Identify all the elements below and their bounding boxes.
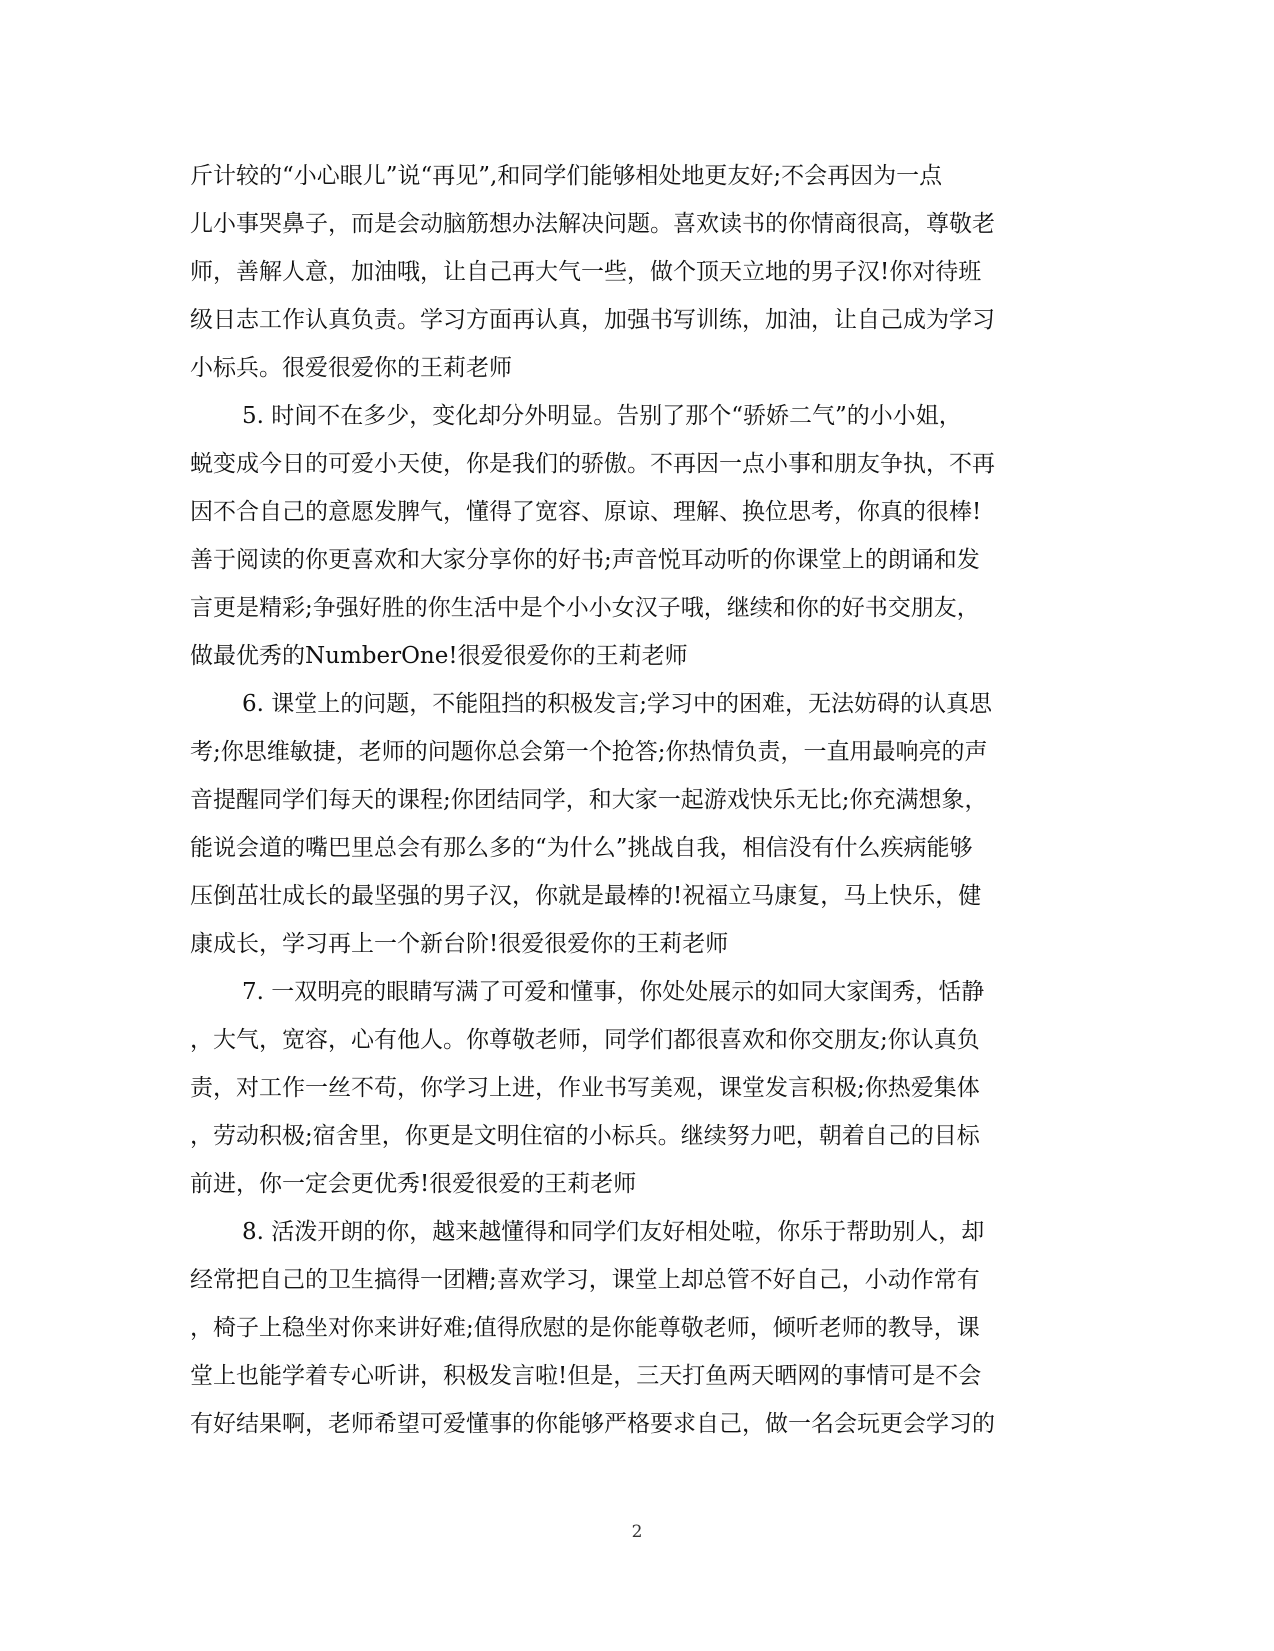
text-line: 蜕变成今日的可爱小天使，你是我们的骄傲。不再因一点小事和朋友争执，不再 [190,451,995,477]
text-line: 音提醒同学们每天的课程;你团结同学，和大家一起游戏快乐无比;你充满想象， [190,787,988,813]
text-line: 堂上也能学着专心听讲，积极发言啦!但是，三天打鱼两天晒网的事情可是不会 [190,1363,982,1389]
text-line: ，椅子上稳坐对你来讲好难;值得欣慰的是你能尊敬老师，倾听老师的教导，课 [190,1315,980,1341]
text-line: 因不合自己的意愿发脾气，懂得了宽容、原谅、理解、换位思考，你真的很棒! [190,499,982,525]
page-number: 2 [631,1522,643,1542]
paragraph-7-first-line: 7. 一双明亮的眼睛写满了可爱和懂事，你处处展示的如同大家闺秀，恬静 [242,979,985,1005]
text-line: 言更是精彩;争强好胜的你生活中是个小小女汉子哦，继续和你的好书交朋友， [190,595,980,621]
text-line: 有好结果啊，老师希望可爱懂事的你能够严格要求自己，做一名会玩更会学习的 [190,1411,995,1437]
paragraph-6-first-line: 6. 课堂上的问题，不能阻挡的积极发言;学习中的困难，无法妨碍的认真思 [242,691,993,717]
text-line: ，劳动积极;宿舍里，你更是文明住宿的小标兵。继续努力吧，朝着自己的目标 [190,1123,980,1149]
text-line: 级日志工作认真负责。学习方面再认真，加强书写训练，加油，让自己成为学习 [190,307,995,333]
text-line: 前进，你一定会更优秀!很爱很爱的王莉老师 [190,1171,637,1197]
text-line: 责，对工作一丝不苟，你学习上进，作业书写美观，课堂发言积极;你热爱集体 [190,1075,980,1101]
text-line: 压倒茁壮成长的最坚强的男子汉，你就是最棒的!祝福立马康复，马上快乐，健 [190,883,982,909]
text-line: ，大气，宽容，心有他人。你尊敬老师，同学们都很喜欢和你交朋友;你认真负 [190,1027,980,1053]
text-line: 经常把自己的卫生搞得一团糟;喜欢学习，课堂上却总管不好自己，小动作常有 [190,1267,980,1293]
text-line: 康成长，学习再上一个新台阶!很爱很爱你的王莉老师 [190,931,729,957]
document-body [190,152,1070,1448]
text-line: 考;你思维敏捷，老师的问题你总会第一个抢答;你热情负责，一直用最响亮的声 [190,739,988,765]
paragraph-5-first-line: 5. 时间不在多少，变化却分外明显。告别了那个“骄娇二气”的小小姐， [242,403,962,429]
text-line: 能说会道的嘴巴里总会有那么多的“为什么”挑战自我，相信没有什么疾病能够 [190,835,973,861]
text-line: 做最优秀的NumberOne!很爱很爱你的王莉老师 [190,643,688,669]
text-line: 小标兵。很爱很爱你的王莉老师 [190,355,512,381]
text-line: 儿小事哭鼻子，而是会动脑筋想办法解决问题。喜欢读书的你情商很高，尊敬老 [190,211,995,237]
text-line: 师，善解人意，加油哦，让自己再大气一些，做个顶天立地的男子汉!你对待班 [190,259,982,285]
text-line: 斤计较的“小心眼儿”说“再见”,和同学们能够相处地更友好;不会再因为一点 [190,163,943,189]
text-line: 善于阅读的你更喜欢和大家分享你的好书;声音悦耳动听的你课堂上的朗诵和发 [190,547,980,573]
paragraph-8-first-line: 8. 活泼开朗的你，越来越懂得和同学们友好相处啦，你乐于帮助别人，却 [242,1219,985,1245]
